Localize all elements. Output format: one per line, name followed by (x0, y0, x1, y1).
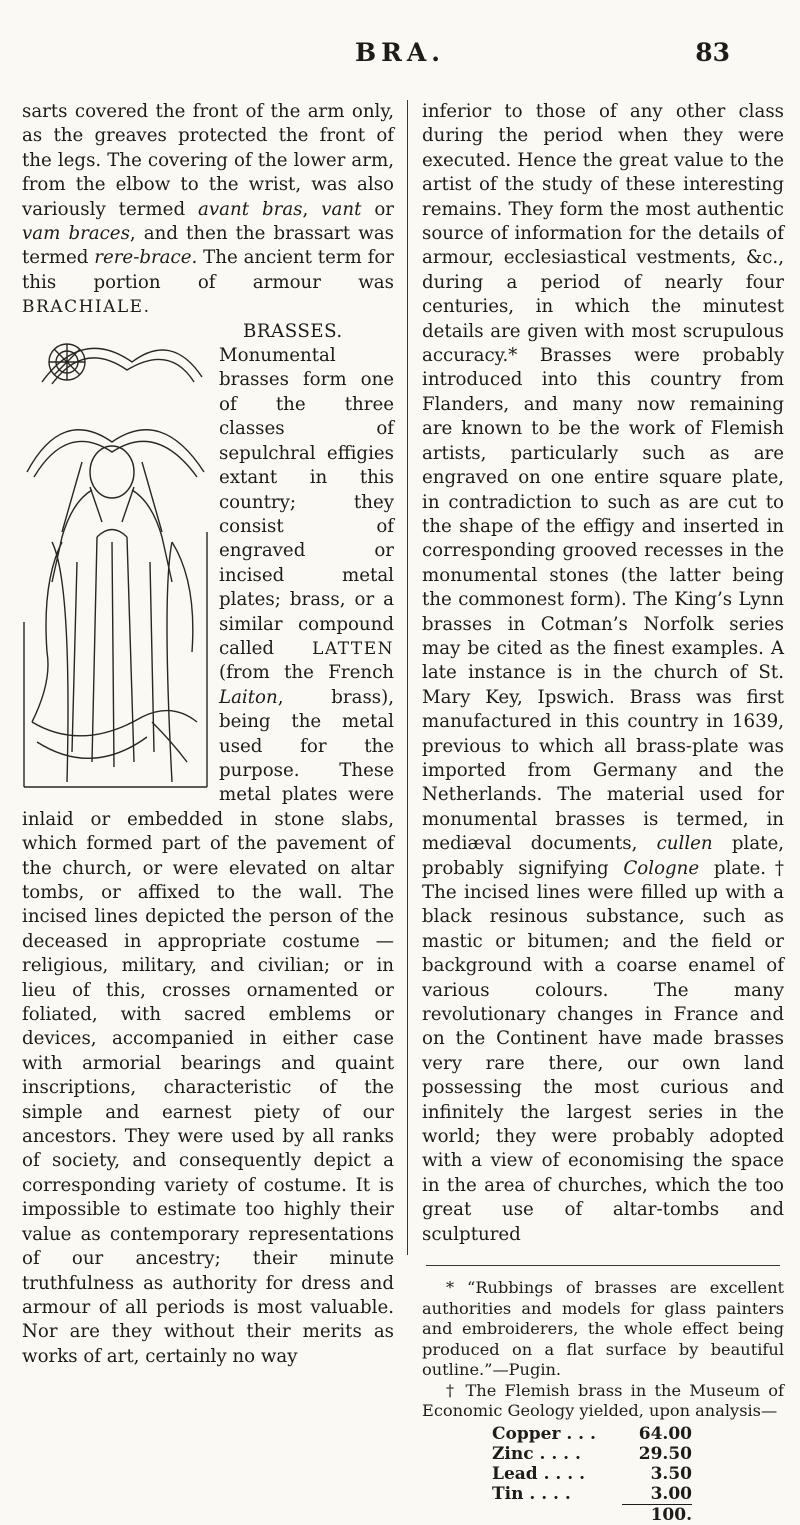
intro-paragraph (22, 100, 394, 320)
text-run: Monumental brasses form one of the three classes of sepulchral effigies extant in this country; they consist of engraved or incised metal plates; brass, or a similar compound called (219, 345, 394, 659)
text-run: vam braces (22, 223, 130, 245)
monumental-brass-effigy-icon (22, 322, 209, 790)
analysis-row (492, 1444, 692, 1464)
text-run: vant (321, 198, 362, 220)
metal-name: Copper . . . (492, 1423, 596, 1444)
analysis-row (492, 1484, 692, 1504)
text-run: BRACHIALE. (22, 297, 151, 318)
text-run: inferior to those of any other class during the period when they were executed. Hence the great value to the artist of the study of these interesting remains. They form the most authentic source of information for the details of armour, ecclesiastical vestments, &c., during a period of nearly four centuries, in which the minutest details are given with most scrupulous accuracy.* Brasses were probably introduced into this country from Flanders, and many now remaining are known to be the work of Flemish artists, particularly such as are engraved on one entire square plate, in contradiction to such as are cut to the shape of the effigy and inserted in corresponding grooved recesses in the monumental stones (the latter being the commonest form). The King’s Lynn brasses in Cotman’s Norfolk series may be cited as the finest examples. A late instance is in the church of St. Mary Key, Ipswich. Brass was first manufactured in this country in 1639, previous to which all brass-plate was imported from Germany and the Netherlands. The material used for monumental brasses is termed, in mediæval documents, (422, 101, 784, 855)
text-run: , brass), being the metal used for the purpose. These metal plates were inlaid or embedded in stone slabs, which formed part of the pavement of the church, or were elevated on altar tombs, or affixed to the wall. The incised lines depicted the person of the deceased in appropriate costume — religious, military, and civilian; or in lieu of this, crosses ornamented or foliated, with sacred emblems or devices, accompanied in either case with armorial bearings and quaint inscriptions, characteristic of the simple and earnest piety of our ancestors. They were used by all ranks of society, and consequently depict a corresponding variety of costume. It is impossible to estimate too highly their value as contemporary representations of our ancestry; their minute truthfulness as authority for dress and armour of all periods is most valuable. Nor are they without their merits as works of art, certainly no way (22, 686, 394, 1367)
metal-value: 64.00 (638, 1423, 692, 1444)
continued-paragraph (422, 100, 784, 1247)
footnote-flemish-brass: † The Flemish brass in the Museum of Economic Geology yielded, upon analysis— (422, 1380, 784, 1421)
text-run: sarts covered the front of the arm only, as the greaves protected the front of the legs. The covering of the lower arm, from the elbow to the wrist, was also variously termed (22, 101, 394, 220)
text-run: , and then the brassart was termed (22, 223, 394, 269)
left-column (22, 100, 394, 1369)
page-header (0, 38, 800, 78)
text-run: avant bras (198, 198, 303, 220)
text-run: rere-brace. (94, 247, 198, 269)
text-run: The ancient term for this portion of armour was (22, 247, 395, 293)
text-run: Cologne (623, 857, 700, 879)
footnote-rubbings: * “Rubbings of brasses are excellent authorities and models for glass painters and embroiderers, the whole effect being produced on a flat surface by beautiful outline.”—Pugin. (422, 1278, 784, 1380)
brass-effigy-figure (22, 322, 209, 790)
running-title: BRA. (354, 38, 445, 67)
analysis-row (492, 1424, 692, 1444)
footnote-rule (426, 1265, 781, 1266)
text-run: plate, probably signifying (422, 833, 785, 879)
text-run: (from the French (219, 662, 394, 684)
text-run: cullen (656, 833, 713, 855)
metal-value: 3.00 (650, 1483, 692, 1504)
page-number: 83 (695, 38, 730, 67)
metal-name: Zinc . . . . (492, 1443, 581, 1464)
text-run: , (302, 198, 322, 220)
analysis-total-row (492, 1504, 692, 1525)
text-run: Laiton (219, 686, 278, 708)
analysis-row (492, 1464, 692, 1484)
text-run: or (361, 198, 394, 220)
text-run: plate.† The incised lines were filled up with a black resinous substance, such as mastic or bitumen; and the field or background with a coarse enamel of various colours. The many revolutionary changes in France and on the Continent have made brasses very rare there, our own land possessing the most curious and infinitely the largest series in the world; they were probably adopted with a view of economising the space in the area of churches, which the too great use of altar-tombs and sculptured (422, 857, 784, 1245)
metal-value: 3.50 (650, 1463, 692, 1484)
metal-value: 29.50 (638, 1443, 692, 1464)
metal-name: Lead . . . . (492, 1463, 586, 1484)
column-divider (407, 100, 408, 1255)
right-column (422, 100, 784, 1525)
text-run: BRASSES. (243, 320, 343, 342)
text-run: LATTEN (312, 638, 394, 659)
footnotes (422, 1278, 784, 1525)
metal-name: Tin . . . . (492, 1483, 571, 1504)
analysis-table (492, 1424, 692, 1525)
analysis-total: 100. (622, 1504, 692, 1525)
